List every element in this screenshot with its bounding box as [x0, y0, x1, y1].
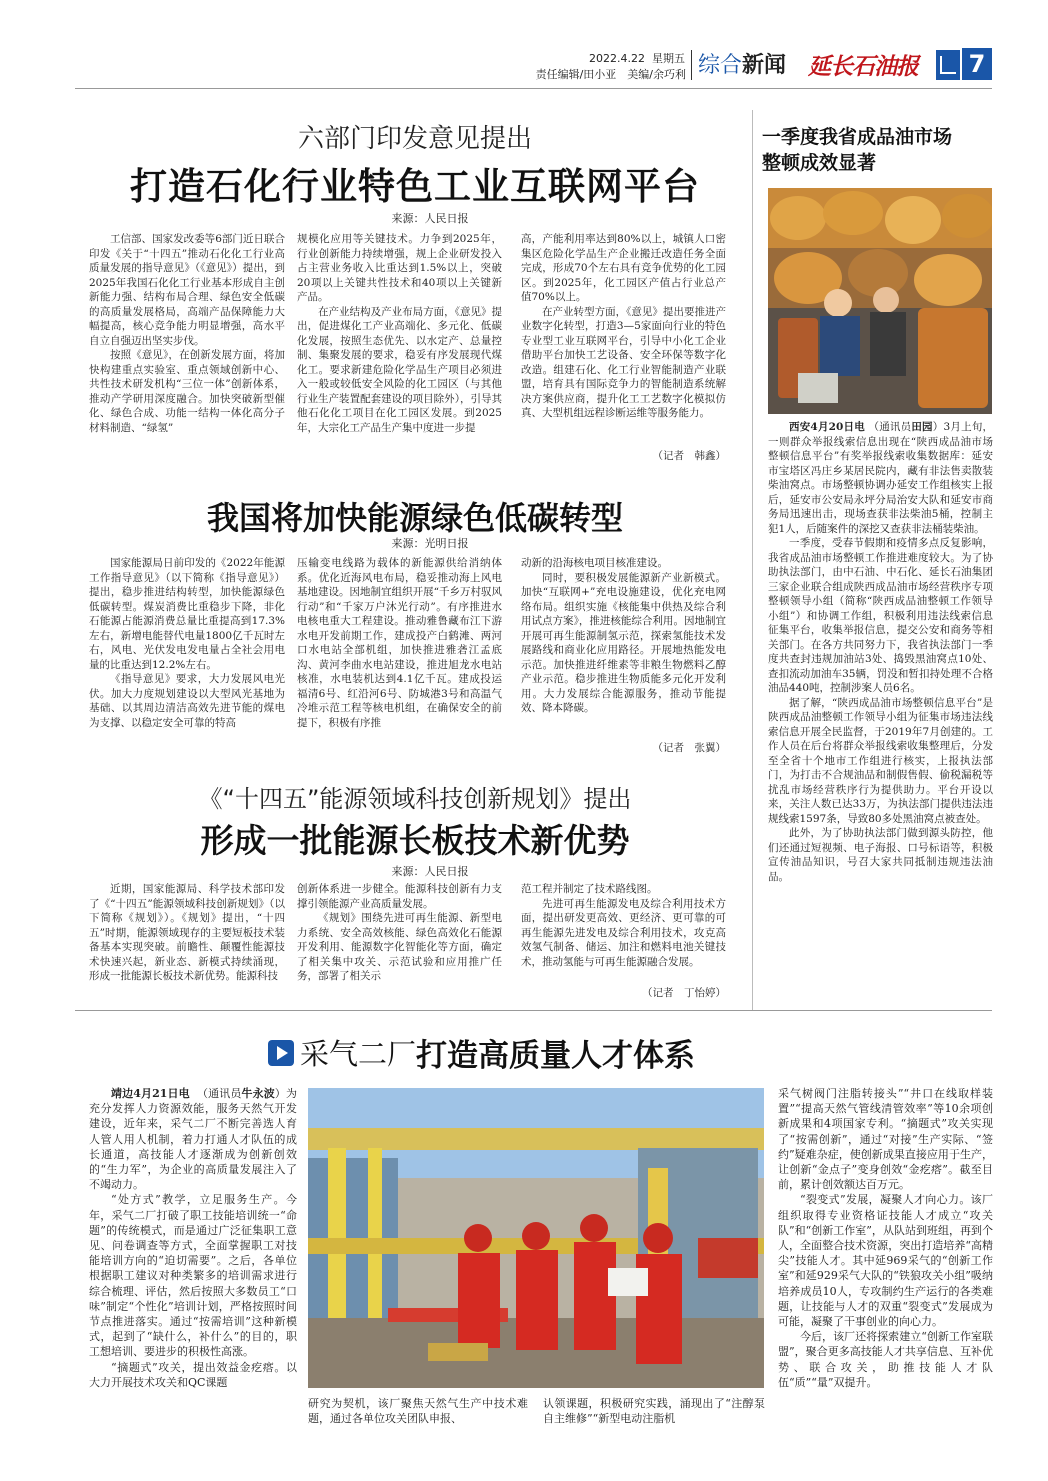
article2-byline: （记者 张翼） [652, 742, 726, 754]
paragraph: 此外，为了协助执法部门做到源头防控，他们还通过短视频、电子海报、口号标语等，积极宣传油品知识，号召大家共同抵制违规违法油品。 [768, 827, 993, 883]
paragraph: “摘题式”攻关，提出效益金疙瘩。以大力开展技术攻关和QC课题 [89, 1360, 297, 1389]
paragraph: 今后，该厂还将探索建立“创新工作室联盟”，聚合更多高技能人才共享信息、互补优势、联合攻关，助推技能人才队伍“质”“量”双提升。 [778, 1330, 993, 1389]
paragraph: 一季度，受春节假期和疫情多点反复影响，我省成品油市场整顿工作推进难度较大。为了协助执法部门，由中石油、中石化、延长石油集团三家企业联合组成陕西成品油市场经营秩序专项整顿领导小组（简称“陕西成品油整顿工作领导小组”）和协调工作组，积极利用违法线索信息征集平台，收集举报信息，提交公安和商务等相关部门。在各方共同努力下，我省执法部门一季度共查封违规加油站3处、捣毁黑油窝点10处、查扣流动加油车35辆，罚没和暂扣持处理不合格油品440吨，控制涉案人员6名。 [768, 537, 993, 694]
feature-lead-text: 为充分发挥人力资源效能，服务天然气开发建设，近年来，采气二厂不断完善选人育人管人用人机制，着力打通人才队伍的成长通道，高技能人才逐渐成为创新创效的“生力军”，为企业的高质量发展注入了不竭动力。 [89, 1087, 297, 1192]
paragraph: 压输变电线路为载体的新能源供给消纳体系。优化近海风电布局，稳妥推动海上风电基地建设。因地制宜组织开展“千乡万村驭风行动”和“千家万户沐光行动”。有序推进水电核电重大工程建设。推动雅鲁藏布江下游水电开发前期工作，建成投产白鹤滩、两河口水电站全部机组，加快推进雅砻江孟底沟、黄河李曲水电站建设，推进旭龙水电站核准，水电装机达到4.1亿千瓦。建成投运福清6号、红沿河6号、防城港3号和高温气冷堆示范工程等核电机组，在确保安全的前提下，积极有序推 [297, 557, 502, 729]
section-title-prefix: 综合 [698, 53, 743, 78]
credit-suffix: ） [932, 421, 944, 433]
paragraph: 范工程并制定了技术路线图。 [521, 883, 658, 895]
paragraph: 在产业结构及产业布局方面，《意见》提出，促进煤化工产业高端化、多元化、低碳化发展，按照生态优先、以水定产、总量控制、集聚发展的要求，稳妥有序发展现代煤化工。要求新建危险化学品生产项目必须进入一般或较低安全风险的化工园区（与其他行业生产装置配套建设的项目除外），引导其他石化化工项目在化工园区发展。到2025年，大宗化工产品生产集中度进一步提 [297, 305, 502, 434]
feature-left-col [89, 1086, 297, 1466]
article1-source: 来源：人民日报 [391, 212, 469, 225]
play-triangle-icon [268, 1040, 294, 1066]
paragraph: 采气树阀门注脂转接头”“井口在线取样装置”“提高天然气管线清管效率”等10余项创新成果和4项国家专利。“摘题式”攻关实现了“按需创新”，通过“对接”生产实际、“签约”疑难杂症，使创新成果直接应用于生产，让创新“金点子”变身创效“金疙瘩”。截至目前，累计创效额达百万元。 [778, 1087, 993, 1192]
paragraph: 先进可再生能源发电及综合利用技术方面，提出研发更高效、更经济、更可靠的可再生能源先进发电及综合利用技术，攻克高效氢气制备、储运、加注和燃料电池关键技术，推动氢能与可再生能源融合发展。 [521, 897, 726, 968]
credit-prefix: （通讯员 [197, 1087, 242, 1100]
article2-col2 [297, 556, 502, 756]
header-divider [691, 50, 692, 80]
feature-bottom-col2 [543, 1396, 765, 1446]
article2-col1 [89, 556, 285, 756]
column-divider [752, 110, 753, 1010]
article1-kicker: 六部门印发意见提出 [297, 124, 532, 154]
article3-col2 [297, 882, 502, 1000]
workers-photo [308, 1088, 764, 1388]
page-header [0, 0, 1048, 90]
header-weekday: 星期五 [652, 52, 685, 65]
paragraph: 规模化应用等关键技术。力争到2025年，行业创新能力持续增强，规上企业研发投入占主营业务收入比重达到1.5%以上，突破20项以上关键共性技术和40项以上关键新产品。 [297, 233, 502, 303]
header-date-row [565, 50, 685, 66]
sidebar-lead-text: 3月上旬，一则群众举报线索信息出现在“陕西成品油市场整顿信息平台”有奖举报线索收集数据库：延安市宝塔区冯庄乡某居民院内，藏有非法售卖散装柴油窝点。市场整顿协调办延安工作组核实上报后，延安市公安局永坪分局治安大队和延安市商务局迅速出击，现场查获非法柴油5桶，控制主犯1人，后随案件的深挖又查获非法桶装柴油。 [768, 421, 993, 535]
credit-prefix: （通讯员 [868, 421, 912, 433]
page-number: 7 [962, 48, 992, 80]
sidebar-headline-line2: 整顿成效显著 [762, 152, 877, 174]
article3-byline: （记者 丁怡婷） [642, 987, 726, 999]
article3-source: 来源：人民日报 [391, 865, 469, 878]
header-date: 2022.4.22 [589, 52, 645, 65]
article2-source: 来源：光明日报 [391, 537, 469, 550]
paragraph: 近期，国家能源局、科学技术部印发了《“十四五”能源领域科技创新规划》（以下简称《规划》）。《规划》提出，“十四五”时期，能源领域现存的主要短板技术装备基本实现突破。前瞻性、颠覆性能源技术快速兴起，新业态、新模式持续涌现，形成一批能源长板技术新优势。能源科技 [89, 883, 285, 982]
article2-col3 [521, 556, 726, 742]
oil-barrels-photo [768, 188, 992, 414]
feature-right-col [778, 1086, 993, 1466]
article1-col1 [89, 232, 285, 462]
page-number-box [936, 50, 960, 80]
feature-photo [308, 1088, 764, 1388]
paragraph: “裂变式”发展，凝聚人才向心力。该厂组织取得专业资格证技能人才成立“攻关队”和“创新工作室”，从队站到班组，再到个人，全面整合技术资源，突出打造培养“高精尖”技能人才。其中延969采气的“创新工作室”和延929采气大队的“铁狼攻关小组”吸纳培养成员10人，专攻制约生产运行的各类难题，让技能与人才的双重“裂变式”发展成为可能，凝聚了干事创业的向心力。 [778, 1193, 993, 1329]
feature-title-prefix: 采气二厂 [300, 1037, 417, 1071]
paragraph: 按照《意见》，在创新发展方面，将加快构建重点实验室、重点领域创新中心、共性技术研发机构“三位一体”创新体系，推动产学研用深度融合。加快突破新型催化、绿色合成、功能一结构一体化高分子材料制造、“绿氢” [89, 349, 285, 434]
paragraph: “处方式”教学，立足服务生产。今年，采气二厂打破了职工技能培训统一“命题”的传统模式，而是通过广泛征集职工意见、问卷调查等方式，全面掌握职工对技能培训方向的“迫切需要”。之后，各单位根据职工建议对种类繁多的培训需求进行综合梳理、评估，然后按照大多数员工“口味”制定“个性化”培训计划，严格按照时间节点推进落实。通过“按需培训”这种新模式，起到了“缺什么，补什么”的目的，职工想培训、要进步的积极性高涨。 [89, 1193, 297, 1359]
header-rule [75, 88, 992, 89]
paragraph: 《指导意见》要求，大力发展风电光伏。加大力度规划建设以大型风光基地为基础、以其周边清洁高效先进节能的煤电为支撑、以稳定安全可靠的特高 [89, 673, 285, 729]
feature-title-main: 打造高质量人才体系 [416, 1038, 696, 1074]
feature-title [268, 1030, 828, 1074]
article3-headline: 形成一批能源长板技术新优势 [200, 821, 630, 860]
sidebar-dateline: 西安4月20日电 [789, 421, 865, 433]
sidebar-headline [762, 124, 992, 176]
paragraph: 国家能源局日前印发的《2022年能源工作指导意见》（以下简称《指导意见》）提出，稳步推进结构转型，加快能源绿色低碳转型。煤炭消费比重稳步下降，非化石能源占能源消费总量比重提高到17.3%左右，新增电能替代电量1800亿千瓦时左右，风电、光伏发电发电量占全社会用电量的比重达到12.2%左右。 [89, 557, 285, 671]
article1-col2 [297, 232, 502, 462]
header-editors: 责任编辑/田小亚 美编/余巧利 [535, 68, 686, 81]
article1-byline: （记者 韩鑫） [652, 450, 726, 462]
section-rule [75, 1010, 992, 1011]
feature-dateline: 靖边4月21日电 [111, 1087, 190, 1100]
corner-mark-icon [940, 56, 956, 74]
section-title [698, 48, 786, 79]
paragraph: 据了解，“陕西成品油市场整顿信息平台”是陕西成品油整顿工作领导小组为征集市场违法线索信息开展全民监督，于2019年7月创建的。工作人员在后台将群众举报线索收集整理后，分发至全省十个地市工作组进行核实，上报执法部门，为打击不合规油品和制假售假、偷税漏税等扰乱市场经营秩序行为提供助力。平台开设以来，关注人数已达33万，为执法部门提供违法违规线索1597条，导致80多处黑油窝点被查处。 [768, 696, 993, 825]
sidebar-headline-line1: 一季度我省成品油市场 [762, 126, 953, 148]
section-title-suffix: 新闻 [742, 53, 787, 78]
paragraph: 在产业转型方面，《意见》提出要推进产业数字化转型，打造3—5家面向行业的特色专业型工业互联网平台，引导中小化工企业借助平台加快工艺设备、安全环保等数字化改造。组建石化、化工行业智能制造产业联盟，培育具有国际竞争力的智能制造系统解决方案供应商，提升化工工艺数字化模拟仿真、大型机组远程诊断运维等服务能力。 [521, 305, 726, 419]
paragraph: 工信部、国家发改委等6部门近日联合印发《关于“十四五”推动石化化工行业高质量发展的指导意见》（《意见》）提出，到2025年我国石化化工行业基本形成自主创新能力强、结构布局合理、绿色安全低碳的高质量发展格局，高端产品保障能力大幅提高，核心竞争能力明显增强，高水平自立自强迈出坚实步伐。 [89, 233, 285, 347]
article1-col3 [521, 232, 726, 448]
paragraph: 研究为契机，该厂聚焦天然气生产中技术难题，通过各单位攻关团队申报、 [308, 1397, 528, 1426]
masthead-logo: 延长石油报 [808, 53, 918, 80]
paragraph: 《规划》围绕先进可再生能源、新型电力系统、安全高效核能、绿色高效化石能源开发利用、能源数字化智能化等方面，确定了相关集中攻关、示范试验和应用推广任务，部署了相关示 [297, 912, 502, 982]
article3-col1 [89, 882, 285, 1000]
sidebar-text [768, 420, 993, 1002]
feature-author: 牛永波 [241, 1087, 275, 1100]
paragraph: 创新体系进一步健全。能源科技创新有力支撑引领能源产业高质量发展。 [297, 883, 502, 910]
paragraph: 高，产能利用率达到80%以上，城镇人口密集区危险化学品生产企业搬迁改造任务全面完成，形成70个左右具有竞争优势的化工园区。到2025年，化工园区产值占行业总产值70%以上。 [521, 233, 726, 303]
feature-bottom-col1 [308, 1396, 528, 1446]
paragraph: 认领课题，积极研究实践，涌现出了“注醇泵自主维修”“新型电动注脂机 [543, 1397, 765, 1426]
credit-suffix: ） [274, 1087, 287, 1100]
paragraph: 同时，要积极发展能源新产业新模式。加快“互联网+”充电设施建设，优化充电网络布局。组织实施《核能集中供热及综合利用试点方案》，推进核能综合利用。因地制宜开展可再生能源制氢示范，探索氢能技术发展路线和商业化应用路径。开展地热能发电示范。加快推进纤维素等非粮生物燃料乙醇产业示范。稳步推进生物质能多元化开发利用。大力发展综合能源服务，推动节能提效、降本降碳。 [521, 571, 726, 714]
sidebar-lead [768, 420, 993, 536]
article3-col3 [521, 882, 726, 986]
article3-kicker: 《“十四五”能源领域科技创新规划》提出 [198, 785, 632, 813]
paragraph: 动新的沿海核电项目核准建设。 [521, 557, 668, 569]
article2-headline: 我国将加快能源绿色低碳转型 [206, 499, 623, 537]
article1-headline: 打造石化行业特色工业互联网平台 [130, 165, 700, 208]
feature-lead [89, 1086, 297, 1192]
sidebar-author: 田园 [911, 421, 933, 433]
sidebar-photo [768, 188, 992, 414]
